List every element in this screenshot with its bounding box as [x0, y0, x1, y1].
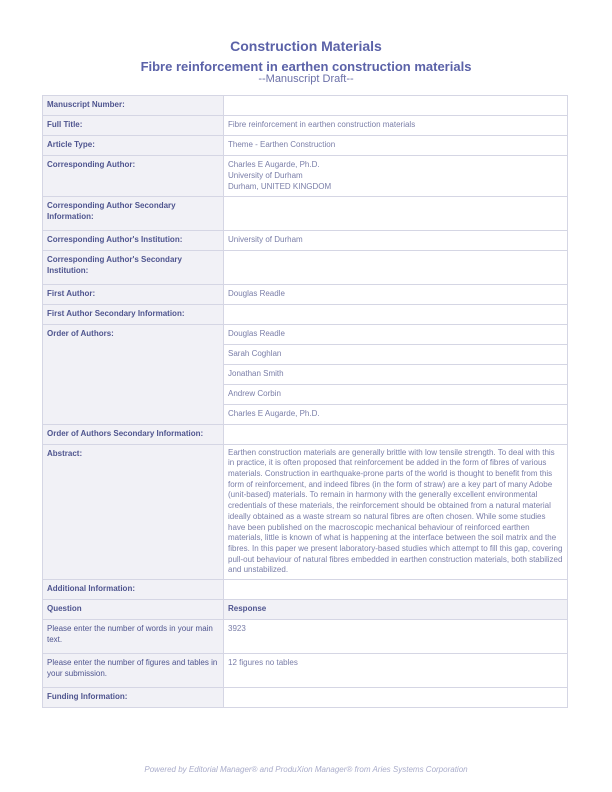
manuscript-title: Fibre reinforcement in earthen construction materials — [140, 59, 472, 74]
question-column-header: Question — [43, 599, 224, 619]
author-item: Charles E Augarde, Ph.D. — [224, 404, 568, 424]
first-author-secondary-value — [224, 305, 568, 325]
row-manuscript-number — [43, 96, 568, 116]
journal-title: Construction Materials — [230, 38, 382, 54]
question-figures: Please enter the number of figures and tables in your submission. — [43, 653, 224, 687]
powered-by-footer: Powered by Editorial Manager® and ProduXion Manager® from Aries Systems Corporation — [144, 765, 468, 774]
row-corresponding-secondary-institution — [43, 251, 568, 285]
row-qa-words — [43, 619, 568, 653]
row-first-author — [43, 285, 568, 305]
row-corresponding-author — [43, 155, 568, 197]
row-funding-information — [43, 687, 568, 707]
row-full-title — [43, 115, 568, 135]
order-secondary-label: Order of Authors Secondary Information: — [43, 424, 224, 444]
row-abstract — [43, 444, 568, 579]
funding-information-value — [224, 687, 568, 707]
manuscript-number-value — [224, 96, 568, 116]
corresponding-author-name: Charles E Augarde, Ph.D. — [228, 159, 320, 169]
first-author-value: Douglas Readle — [224, 285, 568, 305]
row-first-author-secondary — [43, 305, 568, 325]
order-of-authors-label: Order of Authors: — [43, 325, 224, 425]
order-secondary-value — [224, 424, 568, 444]
manuscript-metadata-table — [42, 95, 568, 708]
funding-information-label: Funding Information: — [43, 687, 224, 707]
row-additional-information — [43, 580, 568, 600]
abstract-text: Earthen construction materials are generally brittle with low tensile strength. To deal with this in practice, it is often proposed that reinforcement be added in the form of fibres of various materials. Construction in earthquake-prone parts of the world is thought to benefit from this form of reinforcement, and indeed fibres (in the form of straw) are a key part of many Adobe (unit-based) materials. To remain in harmony with the generally excellent environmental credentials of these materials, the reinforcement should be obtained from a natural material ideally obtained as a waste stream so natural fibres are often chosen. While some studies have been published on the macroscopic mechanical behaviour of reinforced earthen materials, little is known of what is happening at the interface between the soil matrix and the fibres. In this paper we present laboratory-based studies which attempt to fill this gap, covering pull-out behaviour of natural fibres embedded in earthen construction materials, both stabilized and unstabilized. — [224, 444, 568, 579]
corresponding-author-location: Durham, UNITED KINGDOM — [228, 181, 332, 191]
row-order-secondary — [43, 424, 568, 444]
row-qa-header — [43, 599, 568, 619]
corresponding-secondary-institution-value — [224, 251, 568, 285]
first-author-label: First Author: — [43, 285, 224, 305]
corresponding-author-secondary-label: Corresponding Author Secondary Information: — [43, 197, 224, 231]
question-words: Please enter the number of words in your main text. — [43, 619, 224, 653]
row-corresponding-author-secondary — [43, 197, 568, 231]
manuscript-status: --Manuscript Draft-- — [258, 73, 354, 85]
corresponding-author-value — [224, 155, 568, 197]
response-column-header: Response — [224, 599, 568, 619]
manuscript-number-label: Manuscript Number: — [43, 96, 224, 116]
corresponding-institution-label: Corresponding Author's Institution: — [43, 231, 224, 251]
article-type-label: Article Type: — [43, 135, 224, 155]
author-item: Douglas Readle — [224, 325, 568, 345]
row-qa-figures — [43, 653, 568, 687]
response-figures: 12 figures no tables — [224, 653, 568, 687]
additional-information-label: Additional Information: — [43, 580, 224, 600]
corresponding-institution-value: University of Durham — [224, 231, 568, 251]
row-corresponding-institution — [43, 231, 568, 251]
abstract-label: Abstract: — [43, 444, 224, 579]
author-item: Andrew Corbin — [224, 384, 568, 404]
full-title-value: Fibre reinforcement in earthen construction materials — [224, 115, 568, 135]
first-author-secondary-label: First Author Secondary Information: — [43, 305, 224, 325]
row-order-of-authors — [43, 325, 568, 345]
response-words: 3923 — [224, 619, 568, 653]
corresponding-author-secondary-value — [224, 197, 568, 231]
corresponding-author-label: Corresponding Author: — [43, 155, 224, 197]
row-article-type — [43, 135, 568, 155]
corresponding-secondary-institution-label: Corresponding Author's Secondary Institution: — [43, 251, 224, 285]
author-item: Sarah Coghlan — [224, 345, 568, 365]
author-item: Jonathan Smith — [224, 364, 568, 384]
additional-information-value — [224, 580, 568, 600]
article-type-value: Theme - Earthen Construction — [224, 135, 568, 155]
full-title-label: Full Title: — [43, 115, 224, 135]
corresponding-author-affiliation: University of Durham — [228, 170, 303, 180]
